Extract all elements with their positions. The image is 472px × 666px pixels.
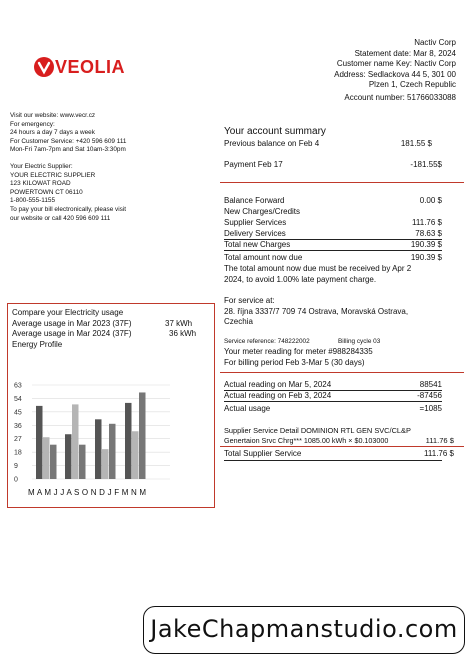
actual-usage-row <box>224 404 442 415</box>
usage-2024-label: Average usage in Mar 2024 (37F) <box>12 329 132 338</box>
service-info <box>224 296 459 328</box>
chart-bar <box>36 406 43 479</box>
pay-note-2: our website or call 420 596 609 111 <box>10 214 111 222</box>
reading-feb-value: -87456 <box>417 391 442 400</box>
chart-bar <box>109 424 116 479</box>
total-supplier-value: 111.76 $ <box>424 449 454 458</box>
supplier-services-value: 111.76 $ <box>412 218 442 227</box>
reading-mar-label: Actual reading on Mar 5, 2024 <box>224 380 332 389</box>
website-text: Visit our website: www.vecr.cz <box>10 112 96 119</box>
new-charges-row <box>224 207 442 218</box>
actual-usage-value: =1085 <box>419 404 442 413</box>
chart-bar <box>95 419 102 479</box>
total-new-charges-label: Total new Charges <box>224 240 291 249</box>
watermark-box <box>143 606 465 654</box>
meter-info <box>224 347 459 368</box>
y-tick-label: 63 <box>14 382 22 390</box>
emergency-hours: 24 hours a day 7 days a week <box>10 129 95 137</box>
y-tick-label: 36 <box>14 422 22 430</box>
delivery-services-value: 78.63 $ <box>415 229 442 238</box>
usage-compare-title: Compare your Electricity usage <box>12 308 124 317</box>
divider <box>224 460 442 461</box>
chart-bar <box>65 434 72 479</box>
total-due-row <box>224 253 442 264</box>
energy-profile-chart <box>10 375 210 500</box>
total-new-charges-value: 190.39 $ <box>410 240 442 249</box>
service-reference: Service reference: 748222002 <box>224 338 310 345</box>
service-address-2: Czechia <box>224 317 253 326</box>
chart-bar <box>125 403 132 479</box>
summary-title: Your account summary <box>224 126 326 137</box>
reading-mar-value: 88541 <box>419 380 442 389</box>
y-tick-label: 27 <box>14 436 22 444</box>
y-tick-label: 18 <box>14 449 22 457</box>
watermark-site: JakeChapmanstudio.com <box>150 615 458 643</box>
veolia-logo-icon <box>32 55 56 79</box>
supplier-city: POWERTOWN CT 06110 <box>10 188 83 196</box>
usage-2024-value: 36 kWh <box>169 329 197 338</box>
customer-address: Address: Sedlackova 44 5, 301 00 <box>334 69 456 79</box>
due-note-line: The total amount now due must be received by Apr 2 <box>224 264 412 273</box>
billing-period: For billing period Feb 3-Mar 5 (30 days) <box>224 357 365 367</box>
statement-date: Statement date: Mar 8, 2024 <box>354 48 456 58</box>
service-divider <box>220 372 464 373</box>
detail-divider <box>220 446 464 447</box>
generation-charge-value: 111.76 $ <box>425 436 454 445</box>
reading-feb-label: Actual reading on Feb 3, 2024 <box>224 391 332 400</box>
chart-bar <box>132 431 139 479</box>
usage-2023-label: Average usage in Mar 2023 (37F) <box>12 318 132 328</box>
divider <box>224 250 442 251</box>
service-address: 28. října 3337/7 709 74 Ostrava, Moravská Ostrava, <box>224 306 409 316</box>
divider <box>224 401 442 402</box>
summary-divider <box>220 182 464 183</box>
delivery-services-label: Delivery Services <box>224 229 286 238</box>
y-tick-label: 54 <box>14 395 22 403</box>
emergency-label: For emergency: <box>10 120 55 128</box>
chart-bar <box>72 404 79 479</box>
new-charges-label: New Charges/Credits <box>224 207 301 216</box>
payment-row <box>224 160 442 171</box>
supplier-label: Your Electric Supplier: <box>10 162 73 170</box>
chart-bar <box>50 445 57 479</box>
total-due-label: Total amount now due <box>224 253 303 262</box>
balance-forward-label: Balance Forward <box>224 196 285 205</box>
generation-charge-row <box>224 436 454 446</box>
chart-bar <box>79 445 86 479</box>
balance-forward-value: 0.00 $ <box>419 196 442 205</box>
usage-compare-text <box>12 308 207 350</box>
supplier-services-row <box>224 218 442 229</box>
supplier-name: YOUR ELECTRIC SUPPLIER <box>10 171 96 179</box>
usage-row-2023 <box>12 319 207 330</box>
due-note <box>224 264 454 285</box>
due-note-line: 2024, to avoid 1.00% late payment charge. <box>224 274 377 284</box>
contact-info <box>10 112 210 223</box>
pay-note: To pay your bill electronically, please visit <box>10 205 127 213</box>
y-tick-label: 45 <box>14 409 22 417</box>
usage-row-2024 <box>12 329 207 340</box>
service-hours: Mon-Fri 7am-7pm and Sat 10am-3:30pm <box>10 146 126 154</box>
customer-service-phone: For Customer Service: +420 596 609 111 <box>10 137 127 145</box>
header-info <box>256 38 456 103</box>
y-tick-label: 0 <box>14 476 18 484</box>
payment-label: Payment Feb 17 <box>224 160 283 169</box>
y-tick-label: 9 <box>14 463 18 471</box>
customer-city: Plzen 1, Czech Republic <box>368 80 456 89</box>
company-name: Nactiv Corp <box>414 38 456 47</box>
service-at-label: For service at: <box>224 296 275 305</box>
balance-forward-row <box>224 196 442 207</box>
total-supplier-label: Total Supplier Service <box>224 449 302 458</box>
supplier-services-label: Supplier Services <box>224 218 287 227</box>
generation-charge-label: Genertaion Srvc Chrg*** 1085.00 kWh × $0.103000 <box>224 436 389 445</box>
usage-2023-value: 37 kWh <box>165 318 193 328</box>
supplier-street: 123 KILOWAT ROAD <box>10 180 71 188</box>
chart-month-labels: M A M J J A S O N D J F M N M <box>28 488 147 497</box>
chart-bar <box>139 392 146 479</box>
payment-value: -181.55$ <box>410 160 442 169</box>
billing-cycle: Billing cycle 03 <box>338 338 381 345</box>
previous-balance-label: Previous balance on Feb 4 <box>224 139 320 148</box>
supplier-phone: 1-800-555-1155 <box>10 197 56 205</box>
supplier-detail-line: Supplier Service Detail DOMINION RTL GEN SVC/CL&P <box>224 426 411 435</box>
chart-bar <box>102 449 109 479</box>
actual-usage-label: Actual usage <box>224 404 271 413</box>
previous-balance-row <box>224 139 442 150</box>
account-number: Account number: 51766033088 <box>344 92 456 102</box>
customer-key: Customer name Key: Nactiv Corp <box>336 59 456 68</box>
total-due-value: 190.39 $ <box>410 253 442 262</box>
meter-reading: Your meter reading for meter #988284335 <box>224 347 373 356</box>
chart-bar <box>43 437 50 479</box>
brand-name: VEOLIA <box>55 57 126 77</box>
supplier-detail <box>224 426 464 436</box>
energy-profile-label: Energy Profile <box>12 339 63 349</box>
total-supplier-row <box>224 449 454 460</box>
previous-balance-value: 181.55 $ <box>400 139 432 148</box>
